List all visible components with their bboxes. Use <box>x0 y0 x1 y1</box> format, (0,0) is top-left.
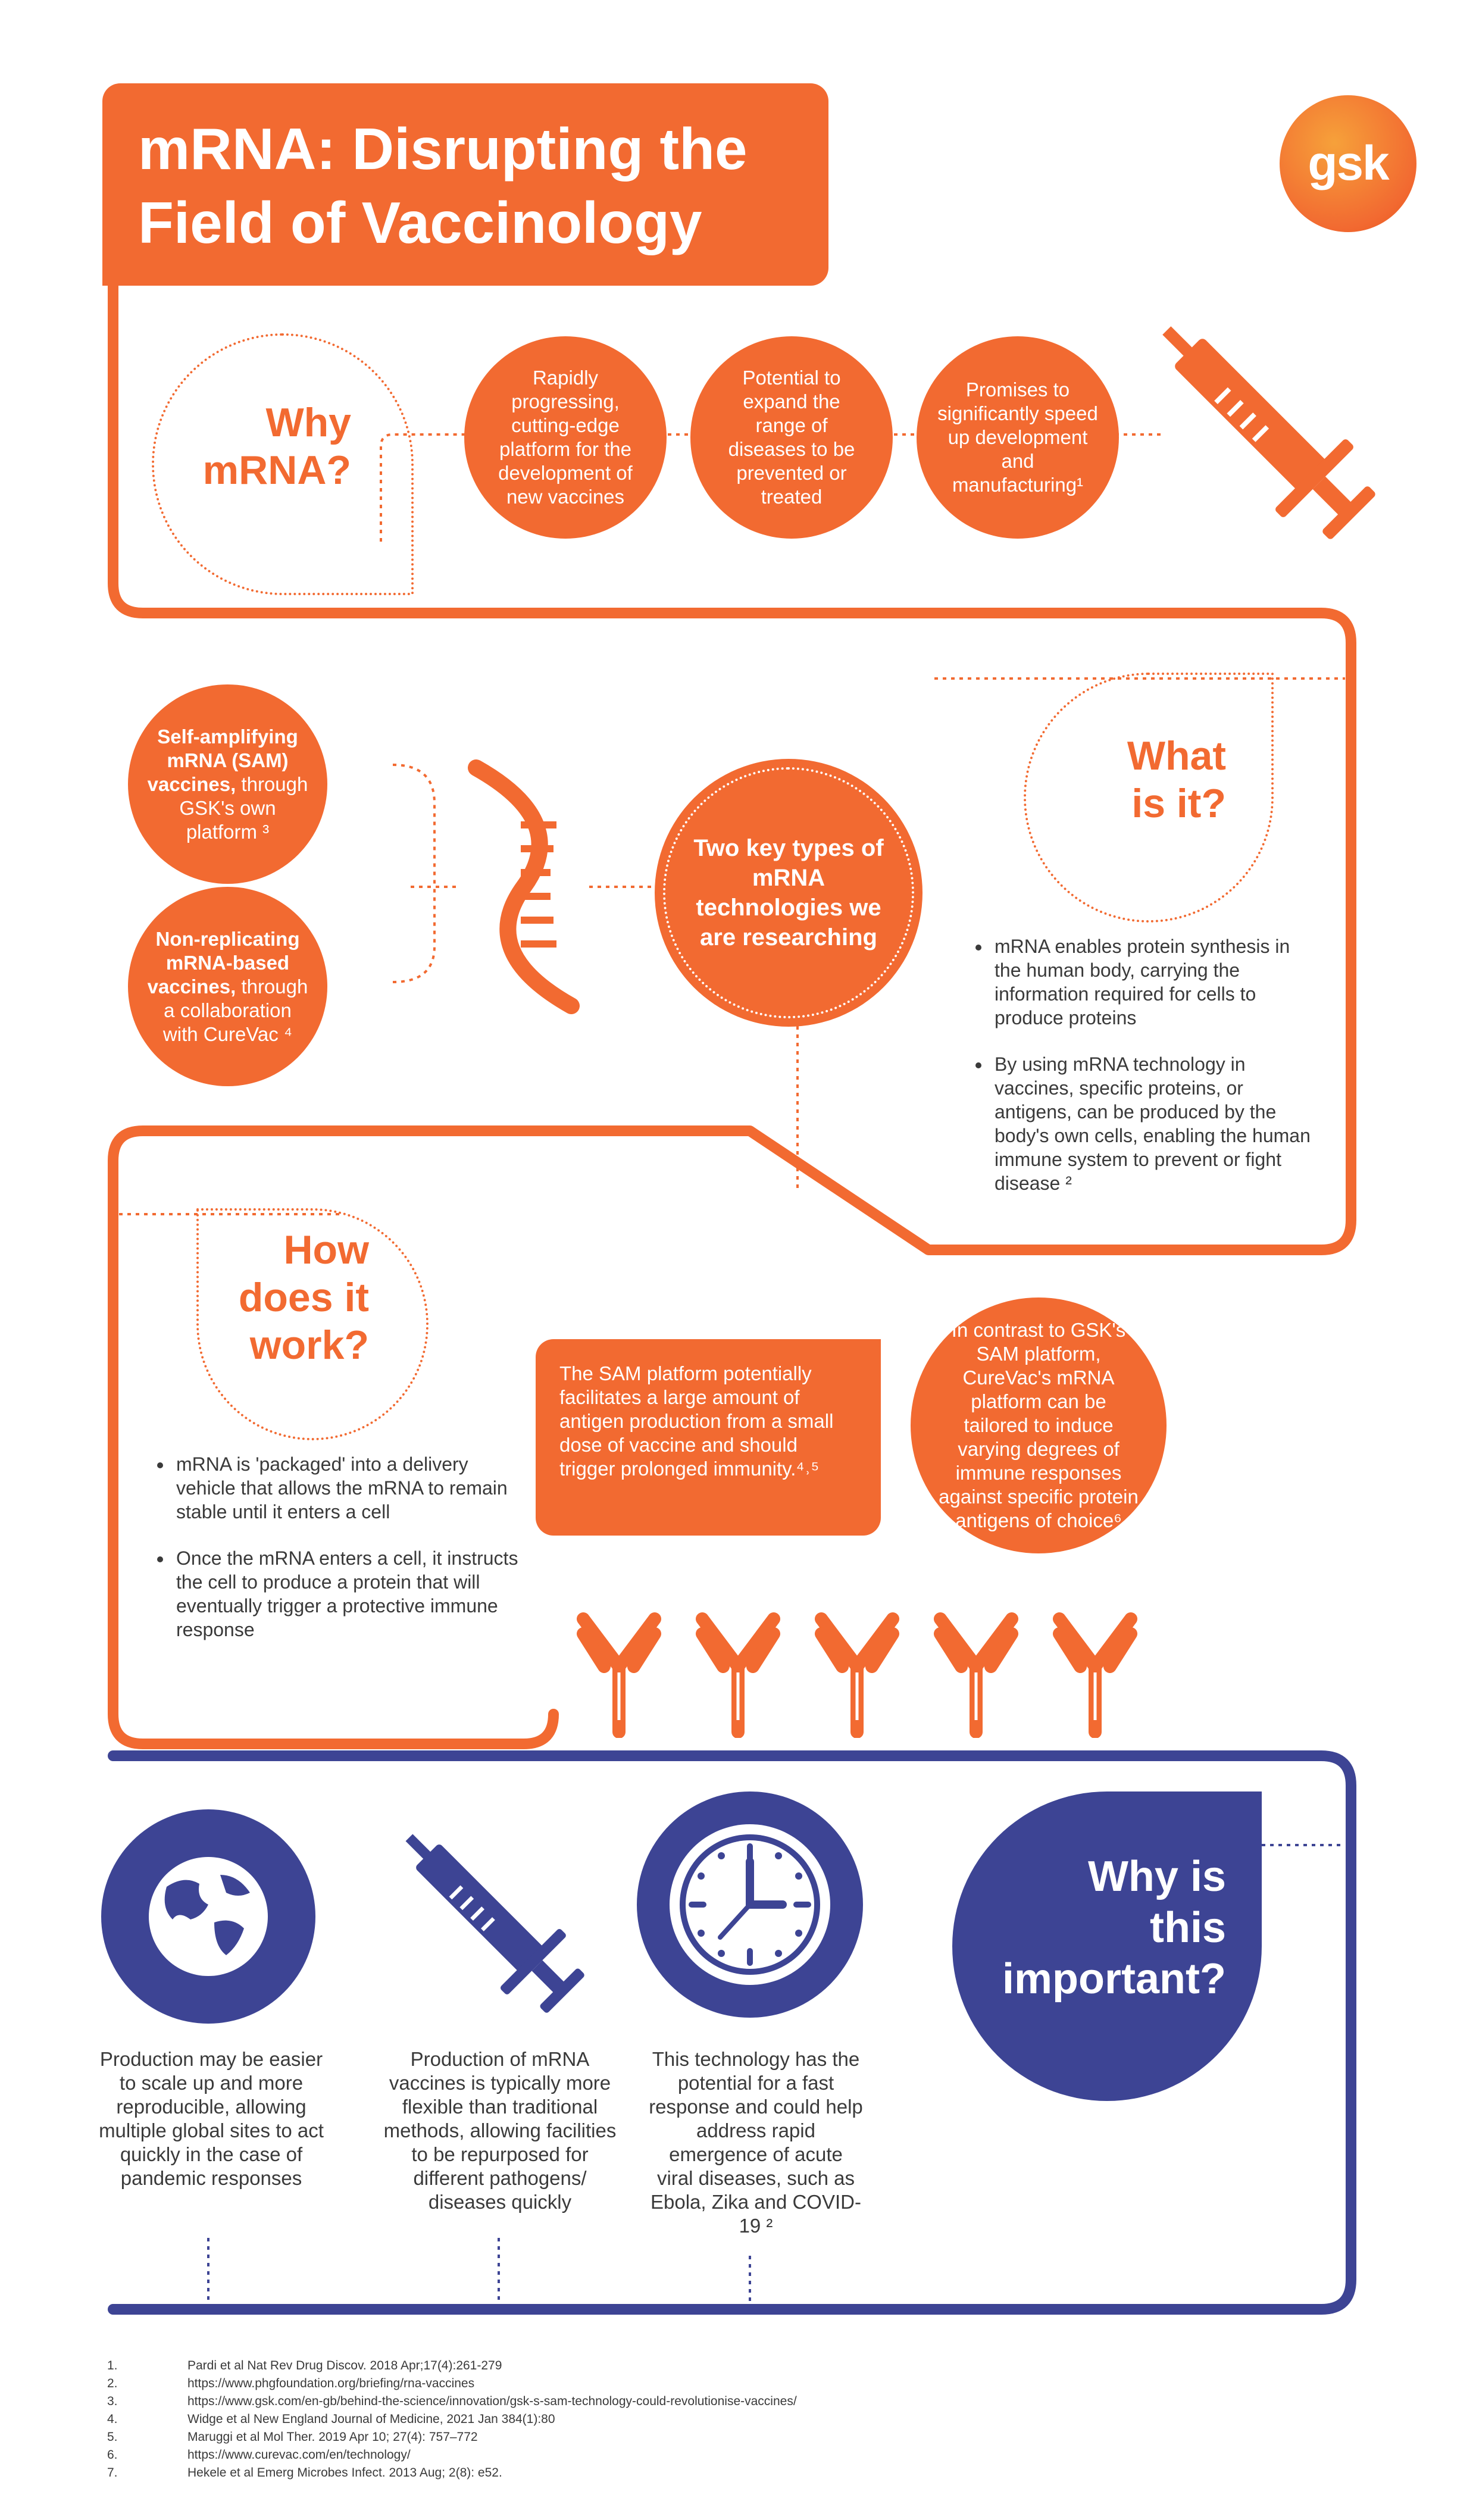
reference-item: 1. Pardi et al Nat Rev Drug Discov. 2018 Apr;17(4):261-279 <box>107 2359 502 2372</box>
sam-platform-box: The SAM platform potentially facilitates a large amount of antigen production from a small dose of vaccine and should trigger prolonged immunity.⁴˒⁵ <box>536 1339 881 1536</box>
reference-item: 7. Hekele et al Emerg Microbes Infect. 2013 Aug; 2(8): e52. <box>107 2466 502 2480</box>
important-point-2: Production of mRNA vaccines is typically more flexible than traditional methods, allowing facilities to be repurposed for different pathogens/ diseases quickly <box>383 2048 617 2213</box>
why-mrna-heading: Why mRNA? <box>202 400 351 493</box>
antibody-icon <box>583 1619 655 1732</box>
how-bullets <box>143 1452 524 1664</box>
globe-icon <box>143 1851 274 1982</box>
sam-type-circle: Self-amplifying mRNA (SAM) vaccines, through GSK's own platform ³ <box>128 684 327 884</box>
antibody-icon <box>702 1619 774 1732</box>
dna-helix-icon <box>464 756 583 1018</box>
nonrep-type-circle: Non-replicating mRNA-based vaccines, through a collaboration with CureVac ⁴ <box>128 887 327 1086</box>
page-title-line2: Field of Vaccinology <box>138 190 702 255</box>
clock-circle <box>637 1791 863 2018</box>
syringe-icon <box>369 1803 619 2041</box>
reference-item: 2. https://www.phgfoundation.org/briefing/rna-vaccines <box>107 2377 475 2390</box>
why-important-heading: Why is this important? <box>1002 1853 1226 2003</box>
why-point-2: Potential to expand the range of diseases to be prevented or treated <box>690 336 893 539</box>
what-is-it-bullets <box>961 934 1318 1218</box>
important-point-1: Production may be easier to scale up and more reproducible, allowing multiple global sites to act quickly in the case of pandemic responses <box>99 2048 324 2189</box>
list-item: • Once the mRNA enters a cell, it instructs the cell to produce a protein that will eventually trigger a protective immune response <box>173 1546 524 1642</box>
syringe-icon <box>1119 304 1416 559</box>
clock-icon <box>661 1815 839 1994</box>
important-point-3: This technology has the potential for a fast response and could help address rapid emergence of acute viral diseases, such as Ebola, Zika and COVID-19 ² <box>649 2048 863 2237</box>
why-point-1: Rapidly progressing, cutting-edge platform for the development of new vaccines <box>464 336 667 539</box>
two-types-circle: Two key types of mRNA technologies we are researching <box>655 759 923 1027</box>
how-heading: How does it work? <box>238 1227 369 1368</box>
list-item: • mRNA is 'packaged' into a delivery vehicle that allows the mRNA to remain stable until it enters a cell <box>173 1452 524 1524</box>
antibody-icon <box>1059 1619 1131 1732</box>
list-item: • mRNA enables protein synthesis in the human body, carrying the information required for cells to produce proteins <box>991 934 1318 1030</box>
gsk-logo: gsk <box>1280 95 1416 232</box>
list-item: • By using mRNA technology in vaccines, specific proteins, or antigens, can be produced by the body's own cells, enabling the human immune system to prevent or fight disease ² <box>991 1052 1318 1195</box>
page-title-line1: mRNA: Disrupting the <box>138 116 748 182</box>
reference-item: 5. Maruggi et al Mol Ther. 2019 Apr 10; 27(4): 757–772 <box>107 2430 478 2444</box>
antibody-icon <box>940 1619 1012 1732</box>
what-is-it-heading: What is it? <box>1127 733 1226 826</box>
antibody-icons <box>571 1601 1196 1738</box>
title-banner <box>102 83 828 286</box>
globe-circle <box>101 1809 315 2024</box>
reference-item: 6. https://www.curevac.com/en/technology/ <box>107 2448 411 2462</box>
references <box>107 2357 1416 2500</box>
reference-item: 4. Widge et al New England Journal of Medicine, 2021 Jan 384(1):80 <box>107 2412 555 2426</box>
antibody-icon <box>821 1619 893 1732</box>
why-point-3: Promises to significantly speed up development and manufacturing¹ <box>917 336 1119 539</box>
reference-item: 3. https://www.gsk.com/en-gb/behind-the-science/innovation/gsk-s-sam-technology-could-revolutionise-vaccines/ <box>107 2394 797 2408</box>
curevac-circle: In contrast to GSK's SAM platform, CureVac's mRNA platform can be tailored to induce varying degrees of immune responses against specific protein antigens of choice⁶ <box>911 1297 1167 1553</box>
